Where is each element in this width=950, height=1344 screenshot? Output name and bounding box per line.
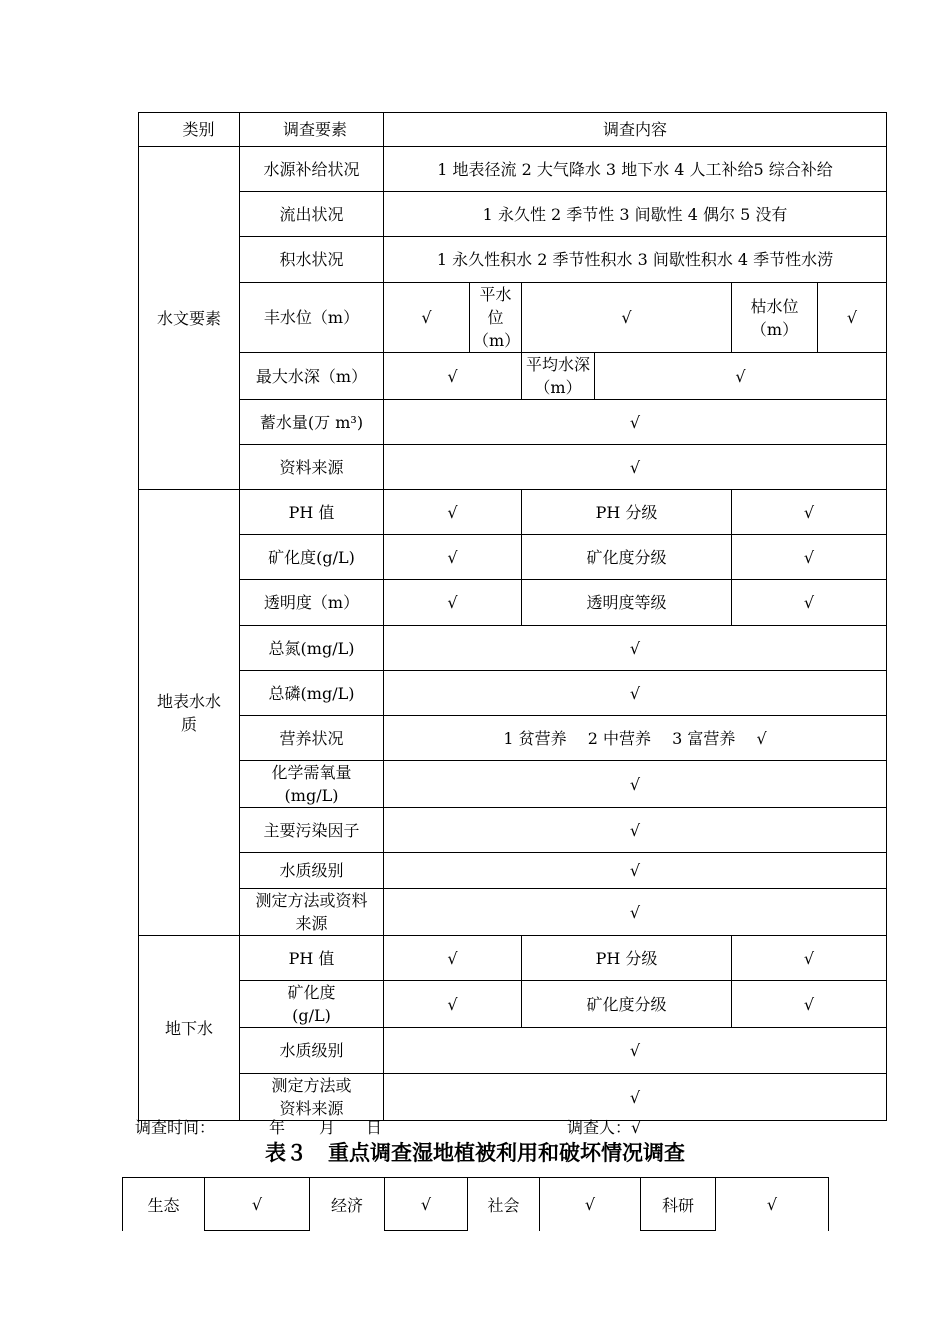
ground-mineral-grade-label: 矿化度分级 <box>522 981 732 1028</box>
survey-month-label: 月 <box>319 1118 336 1137</box>
category-surface-water: 地表水水质 <box>139 490 240 936</box>
surface-mineral-grade-label: 矿化度分级 <box>522 535 732 580</box>
header-content: 调查内容 <box>384 113 887 147</box>
cod-check: √ <box>384 761 887 808</box>
surface-mineral-check: √ <box>384 535 522 580</box>
phosphorus-check: √ <box>384 671 887 716</box>
ground-ph-grade-label: PH 分级 <box>522 936 732 981</box>
nutrient-value: 1 贫营养 2 中营养 3 富营养 √ <box>384 716 887 761</box>
research-check: √ <box>716 1178 829 1231</box>
survey-day-label: 日 <box>366 1118 383 1137</box>
research-label: 科研 <box>641 1178 716 1231</box>
vegetation-use-table <box>122 1177 829 1231</box>
ground-mineral-check: √ <box>384 981 522 1028</box>
transparency-check: √ <box>384 580 522 626</box>
surface-mineral-grade-check: √ <box>732 535 887 580</box>
survey-time-label: 调查时间： <box>135 1118 216 1137</box>
surface-quality-level-label: 水质级别 <box>240 853 384 889</box>
normal-water-level-label: 平水位（m） <box>470 283 522 353</box>
ground-method-check: √ <box>384 1074 887 1121</box>
low-water-level-label: 枯水位（m） <box>732 283 818 353</box>
ponding-label: 积水状况 <box>240 237 384 283</box>
high-water-level-label: 丰水位（m） <box>240 283 384 353</box>
nitrogen-check: √ <box>384 626 887 671</box>
ground-quality-level-label: 水质级别 <box>240 1028 384 1074</box>
ecology-check: √ <box>205 1178 310 1231</box>
society-label: 社会 <box>468 1178 540 1231</box>
economy-label: 经济 <box>310 1178 385 1231</box>
nitrogen-label: 总氮(mg/L) <box>240 626 384 671</box>
avg-depth-check: √ <box>595 353 887 400</box>
phosphorus-label: 总磷(mg/L) <box>240 671 384 716</box>
transparency-label: 透明度（m） <box>240 580 384 626</box>
low-water-level-check: √ <box>818 283 887 353</box>
economy-check: √ <box>385 1178 468 1231</box>
surface-method-check: √ <box>384 889 887 936</box>
ground-quality-level-check: √ <box>384 1028 887 1074</box>
pollutant-label: 主要污染因子 <box>240 808 384 853</box>
surface-method-label: 测定方法或资料来源 <box>240 889 384 936</box>
category-groundwater: 地下水 <box>139 936 240 1121</box>
surface-ph-check: √ <box>384 490 522 535</box>
pollutant-check: √ <box>384 808 887 853</box>
surface-ph-grade-check: √ <box>732 490 887 535</box>
header-element: 调查要素 <box>240 113 384 147</box>
max-depth-check: √ <box>384 353 522 400</box>
ground-mineral-label: 矿化度(g/L) <box>240 981 384 1028</box>
outflow-value: 1 永久性 2 季节性 3 间歇性 4 偶尔 5 没有 <box>384 192 887 237</box>
nutrient-label: 营养状况 <box>240 716 384 761</box>
ecology-label: 生态 <box>123 1178 205 1231</box>
supply-value: 1 地表径流 2 大气降水 3 地下水 4 人工补给5 综合补给 <box>384 147 887 192</box>
transparency-grade-check: √ <box>732 580 887 626</box>
storage-check: √ <box>384 400 887 445</box>
transparency-grade-label: 透明度等级 <box>522 580 732 626</box>
header-row <box>139 113 887 147</box>
surface-ph-label: PH 值 <box>240 490 384 535</box>
society-check: √ <box>540 1178 641 1231</box>
ground-ph-grade-check: √ <box>732 936 887 981</box>
ground-mineral-grade-check: √ <box>732 981 887 1028</box>
storage-label: 蓄水量(万 m³) <box>240 400 384 445</box>
max-depth-label: 最大水深（m） <box>240 353 384 400</box>
survey-year-label: 年 <box>269 1118 286 1137</box>
hydro-source-label: 资料来源 <box>240 445 384 490</box>
header-category: 类别 <box>139 113 240 147</box>
high-water-level-check: √ <box>384 283 470 353</box>
table3-title: 表３ 重点调查湿地植被利用和破坏情况调查 <box>265 1140 685 1165</box>
normal-water-level-check: √ <box>522 283 732 353</box>
ground-method-label: 测定方法或资料来源 <box>240 1074 384 1121</box>
ponding-value: 1 永久性积水 2 季节性积水 3 间歇性积水 4 季节性水涝 <box>384 237 887 283</box>
surface-mineral-label: 矿化度(g/L) <box>240 535 384 580</box>
surveyor-label: 调查人：√ <box>567 1118 642 1137</box>
avg-depth-label: 平均水深（m） <box>522 353 595 400</box>
cod-label: 化学需氧量(mg/L) <box>240 761 384 808</box>
ground-ph-label: PH 值 <box>240 936 384 981</box>
supply-label: 水源补给状况 <box>240 147 384 192</box>
hydro-source-check: √ <box>384 445 887 490</box>
survey-table <box>138 112 887 1121</box>
outflow-label: 流出状况 <box>240 192 384 237</box>
surface-ph-grade-label: PH 分级 <box>522 490 732 535</box>
surface-quality-level-check: √ <box>384 853 887 889</box>
ground-ph-check: √ <box>384 936 522 981</box>
category-hydrology: 水文要素 <box>139 147 240 490</box>
